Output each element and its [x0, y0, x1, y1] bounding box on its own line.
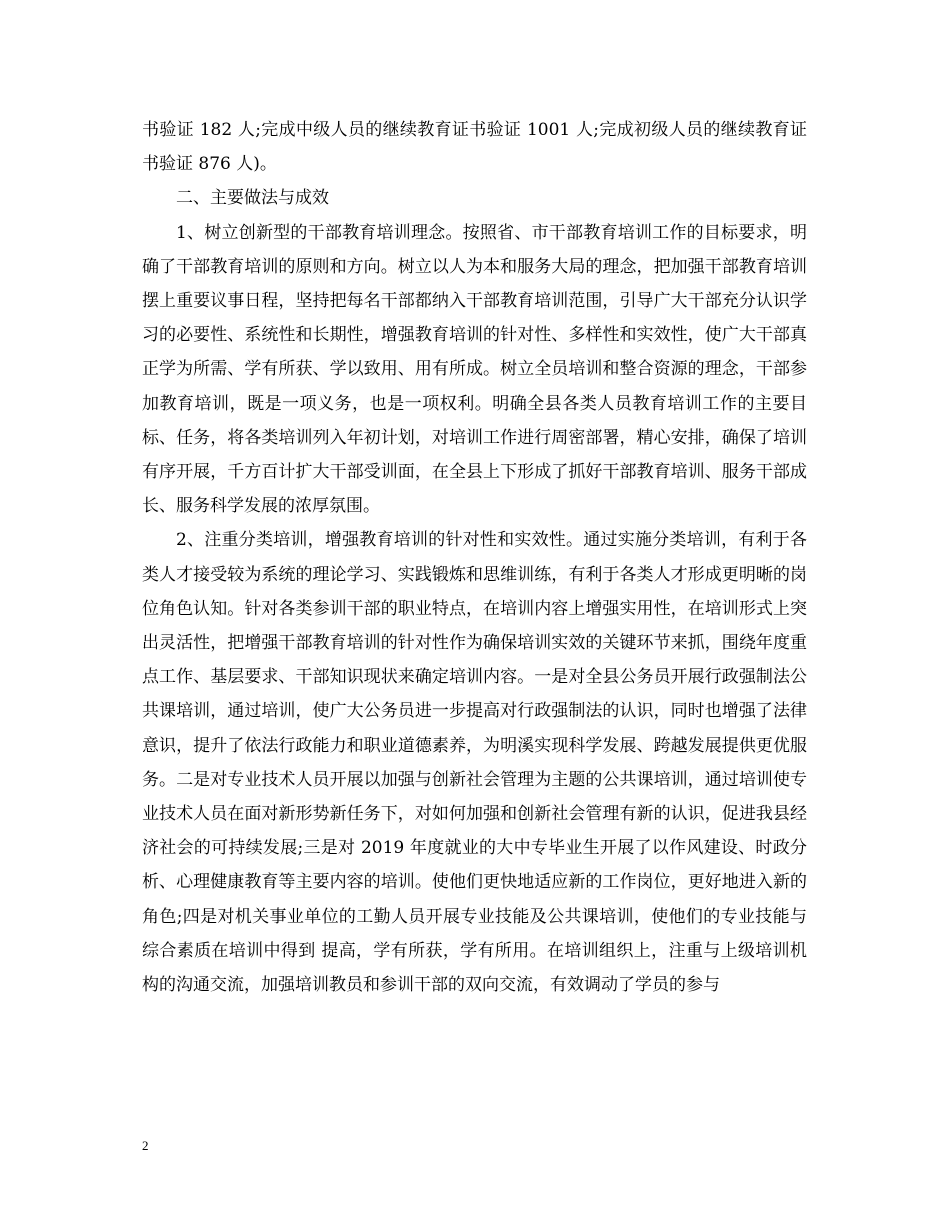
- document-body: [142, 113, 807, 1002]
- section-heading: 二、主要做法与成效: [176, 188, 329, 209]
- page-number: 2: [142, 1138, 149, 1153]
- paragraph: 2、注重分类培训，增强教育培训的针对性和实效性。通过实施分类培训，有利于各类人才接受较为系统的理论学习、实践锻炼和思维训练，有利于各类人才形成更明晰的岗位角色认知。针对各类参训干部的职业特点，在培训内容上增强实用性，在培训形式上突出灵活性，把增强干部教育培训的针对性作为确保培训实效的关键环节来抓，围绕年度重点工作、基层要求、干部知识现状来确定培训内容。一是对全县公务员开展行政强制法公共课培训，通过培训，使广大公务员进一步提高对行政强制法的认识，同时也增强了法律意识，提升了依法行政能力和职业道德素养，为明溪实现科学发展、跨越发展提供更优服务。二是对专业技术人员开展以加强与创新社会管理为主题的公共课培训，通过培训使专业技术人员在面对新形势新任务下，对如何加强和创新社会管理有新的认识，促进我县经济社会的可持续发展;三是对 2019 年度就业的大中专毕业生开展了以作风建设、时政分析、心理健康教育等主要内容的培训。使他们更快地适应新的工作岗位，更好地进入新的角色;四是对机关事业单位的工勤人员开展专业技能及公共课培训，使他们的专业技能与综合素质在培训中得到 提高，学有所获，学有所用。在培训组织上，注重与上级培训机构的沟通交流，加强培训教员和参训干部的双向交流，有效调动了学员的参与: [142, 530, 807, 996]
- paragraph-continuation: 书验证 182 人;完成中级人员的继续教育证书验证 1001 人;完成初级人员的继续教育证书验证 876 人)。: [142, 120, 807, 175]
- paragraph: 1、树立创新型的干部教育培训理念。按照省、市干部教育培训工作的目标要求，明确了干部教育培训的原则和方向。树立以人为本和服务大局的理念，把加强干部教育培训摆上重要议事日程，坚持把每名干部都纳入干部教育培训范围，引导广大干部充分认识学习的必要性、系统性和长期性，增强教育培训的针对性、多样性和实效性，使广大干部真正学为所需、学有所获、学以致用、用有所成。树立全员培训和整合资源的理念，干部参加教育培训，既是一项义务，也是一项权利。明确全县各类人员教育培训工作的主要目标、任务，将各类培训列入年初计划，对培训工作进行周密部署，精心安排，确保了培训有序开展，千方百计扩大干部受训面，在全县上下形成了抓好干部教育培训、服务干部成长、服务科学发展的浓厚氛围。: [142, 222, 807, 517]
